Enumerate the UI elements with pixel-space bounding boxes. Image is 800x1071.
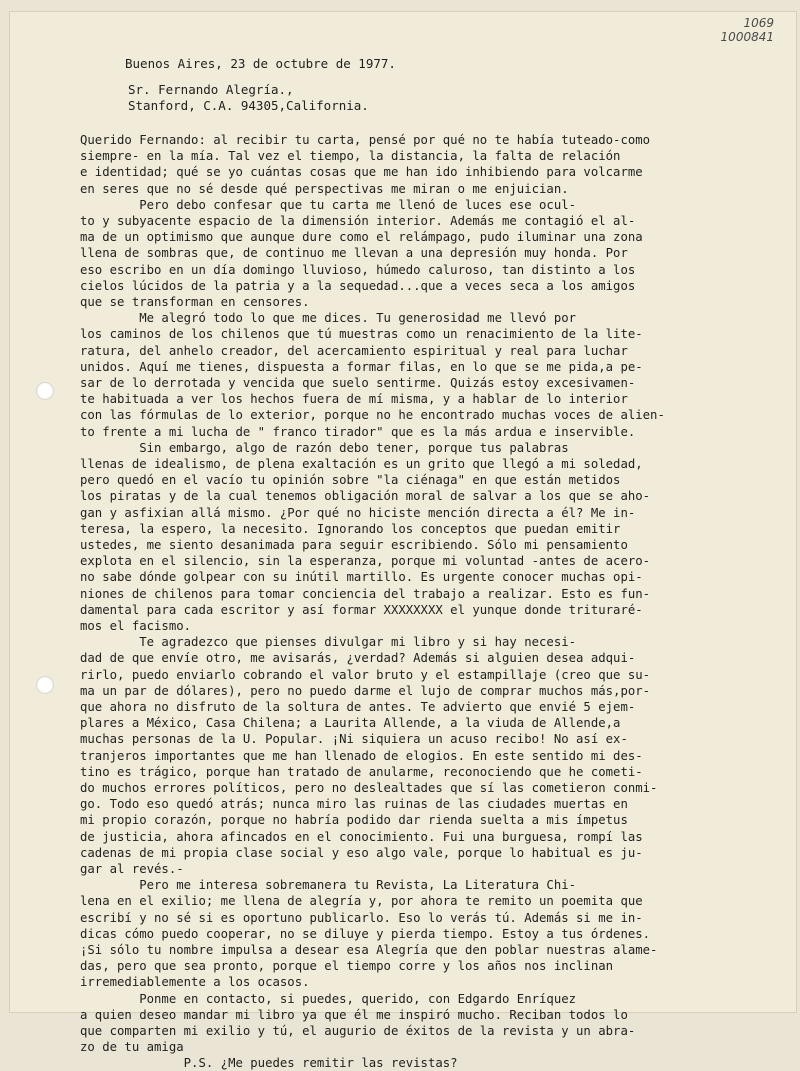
letter-line: unidos. Aquí me tienes, dispuesta a formar filas, en lo que se me pida,a pe- <box>80 359 643 374</box>
letter-line: sar de lo derrotada y vencida que suelo sentirme. Quizás estoy excesivamen- <box>80 376 636 390</box>
letter-page <box>10 12 796 1071</box>
date-line: Buenos Aires, 23 de octubre de 1977. <box>125 56 396 71</box>
letter-line: los piratas y de la cual tenemos obligación moral de salvar a los que se aho- <box>80 489 651 504</box>
letter-line: irremediablemente a los ocasos. <box>80 975 310 990</box>
letter-line: Te agradezco que pienses divulgar mi libro y si hay necesi- <box>80 635 577 650</box>
letter-line: ¡Si sólo tu nombre impulsa a desear esa Alegría que den poblar nuestras alame- <box>80 943 658 957</box>
letter-line: Pero me interesa sobremanera tu Revista, La Literatura Chi- <box>80 878 577 893</box>
letter-line: cielos lúcidos de la patria y a la sequedad...que a veces seca a los amigos <box>80 278 636 293</box>
letter-line: no sabe dónde golpear con su inútil martillo. Es urgente conocer muchas opi- <box>80 570 643 585</box>
letter-line: ustedes, me siento desanimada para seguir escribiendo. Sólo mi pensamiento <box>80 538 628 552</box>
letter-line: go. Todo eso quedó atrás; nunca miro las ruinas de las ciudades muertas en <box>80 797 628 812</box>
punch-hole-bottom <box>36 676 54 694</box>
letter-line: que ahora no disfruto de la soltura de antes. Te advierto que envié 5 ejem- <box>80 700 636 714</box>
letter-line: P.S. ¿Me puedes remitir las revistas? <box>80 1056 458 1071</box>
punch-hole-top <box>36 382 54 400</box>
letter-line: en seres que no sé desde qué perspectivas me miran o me enjuician. <box>80 181 569 196</box>
letter-line: te habituada a ver los hechos fuera de mí misma, y a hablar de lo interior <box>80 392 628 407</box>
letter-line: llenas de idealismo, de plena exaltación es un grito que llegó a mi soledad, <box>80 457 643 471</box>
letter-line: los caminos de los chilenos que tú muestras como un renacimiento de la lite- <box>80 327 643 342</box>
letter-line: to y subyacente espacio de la dimensión interior. Además me contagió el al- <box>80 214 636 228</box>
letter-line: siempre- en la mía. Tal vez el tiempo, la distancia, la falta de relación <box>80 149 621 164</box>
letter-line: zo de tu amiga <box>80 1040 184 1055</box>
letter-line: Pero debo confesar que tu carta me llenó de luces ese ocul- <box>80 197 577 212</box>
letter-line: to frente a mi lucha de " franco tirador" que es la más ardua e inservible. <box>80 424 636 439</box>
letter-line: ma un par de dólares), pero no puedo darme el lujo de comprar muchos más,por- <box>80 683 651 698</box>
letter-line: do muchos errores políticos, pero no deslealtades que sí las cometieron conmi- <box>80 781 658 795</box>
letter-line: con las fórmulas de lo exterior, porque no he encontrado muchas voces de alien- <box>80 408 665 423</box>
letter-line: explota en el silencio, sin la esperanza, porque mi voluntad -antes de acero- <box>80 554 651 569</box>
letter-line: Sin embargo, algo de razón debo tener, porque tus palabras <box>80 440 569 455</box>
letter-line: niones de chilenos para tomar conciencia del trabajo a realizar. Esto es fun- <box>80 586 651 601</box>
letter-line: a quien deseo mandar mi libro ya que él me inspiró mucho. Reciban todos lo <box>80 1007 628 1022</box>
letter-line: de justicia, ahora afincados en el conocimiento. Fui una burguesa, rompí las <box>80 829 643 844</box>
archive-number-long: 1000841 <box>720 30 774 44</box>
letter-line: pero quedó en el vacío tu opinión sobre "la ciénaga" en que están metidos <box>80 473 621 488</box>
letter-line: das, pero que sea pronto, porque el tiempo corre y los años nos inclinan <box>80 959 614 974</box>
archive-number <box>721 16 774 44</box>
letter-line: dicas cómo puedo cooperar, no se diluye y pierda tiempo. Estoy a tus órdenes. <box>80 926 651 941</box>
letter-line: e identidad; qué se yo cuántas cosas que me han ido inhibiendo para volcarme <box>80 165 643 180</box>
letter-line: lena en el exilio; me llena de alegría y, por ahora te remito un poemita que <box>80 894 643 909</box>
letter-line: gar al revés.- <box>80 862 184 876</box>
letter-line: ratura, del anhelo creador, del acercamiento espiritual y real para luchar <box>80 343 628 358</box>
letter-line: llena de sombras que, de continuo me llevan a una depresión muy honda. Por <box>80 246 628 261</box>
letter-line: damental para cada escritor y así formar XXXXXXXX el yunque donde trituraré- <box>80 602 643 617</box>
letter-line: Querido Fernando: al recibir tu carta, pensé por qué no te había tuteado-como <box>80 133 651 147</box>
letter-line: Ponme en contacto, si puedes, querido, con Edgardo Enríquez <box>80 991 577 1006</box>
letter-line: cadenas de mi propia clase social y eso algo vale, porque lo habitual es ju- <box>80 845 643 860</box>
letter-line: Me alegró todo lo que me dices. Tu generosidad me llevó por <box>80 311 577 326</box>
letter-line: mos el facismo. <box>80 619 192 633</box>
letter-line: teresa, la espero, la necesito. Ignorando los conceptos que puedan emitir <box>80 521 621 536</box>
letter-line: rirlo, puedo enviarlo cobrando el valor bruto y el estampillaje (creo que su- <box>80 667 651 682</box>
archive-number-short: 1069 <box>743 16 774 30</box>
recipient-address: Stanford, C.A. 94305,California. <box>128 98 369 113</box>
letter-line: que comparten mi exilio y tú, el augurio de éxitos de la revista y un abra- <box>80 1024 636 1038</box>
letter-line: mi propio corazón, porque no habría podido dar rienda suelta a mis ímpetus <box>80 813 628 828</box>
letter-line: escribí y no sé si es oportuno publicarlo. Eso lo verás tú. Además si me in- <box>80 910 643 925</box>
letter-line: tino es trágico, porque han tratado de anularme, reconociendo que he cometi- <box>80 764 643 779</box>
letter-line: muchas personas de la U. Popular. ¡Ni siquiera un acuso recibo! No así ex- <box>80 732 628 747</box>
letter-line: dad de que envíe otro, me avisarás, ¿verdad? Además si alguien desea adqui- <box>80 651 636 666</box>
letter-line: ma de un optimismo que aunque dure como el relámpago, pudo iluminar una zona <box>80 230 643 245</box>
recipient-name: Sr. Fernando Alegría., <box>128 82 294 97</box>
letter-line: que se transforman en censores. <box>80 295 310 309</box>
letter-line: plares a México, Casa Chilena; a Laurita Allende, a la viuda de Allende,a <box>80 716 621 731</box>
letter-line: gan y asfixian allá mismo. ¿Por qué no hiciste mención directa a él? Me in- <box>80 505 636 520</box>
letter-line: tranjeros importantes que me han llenado de elogios. En este sentido mi des- <box>80 748 643 763</box>
letter-line: eso escribo en un día domingo lluvioso, húmedo caluroso, tan distinto a los <box>80 262 636 277</box>
